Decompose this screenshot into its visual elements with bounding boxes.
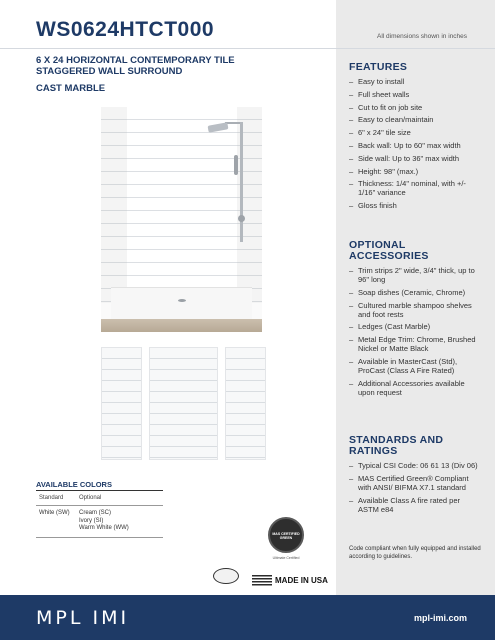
list-item: – Soap dishes (Ceramic, Chrome)	[349, 288, 479, 297]
list-item: – Side wall: Up to 36" max width	[349, 154, 479, 163]
product-material: CAST MARBLE	[36, 83, 106, 94]
list-item: – MAS Certified Green® Compliant with ANSI/ BIFMA X7.1 standard	[349, 474, 479, 492]
features-list	[349, 77, 479, 214]
shower-base	[111, 287, 252, 321]
list-item: – Cultured marble shampoo shelves and foot rests	[349, 301, 479, 319]
colors-table	[36, 490, 163, 538]
list-item: – Metal Edge Trim: Chrome, Brushed Nickel or Matte Black	[349, 335, 479, 353]
accessories-list	[349, 266, 479, 401]
header-standard: Standard	[39, 495, 64, 501]
handshower	[234, 155, 238, 175]
list-item: – Additional Accessories available upon request	[349, 379, 479, 397]
back-panel	[149, 347, 218, 460]
list-item: – Gloss finish	[349, 201, 479, 210]
list-item: – Cut to fit on job site	[349, 103, 479, 112]
list-item: – Easy to clean/maintain	[349, 115, 479, 124]
features-title: FEATURES	[349, 61, 408, 73]
model-number: WS0624HTCT000	[36, 18, 215, 41]
back-wall	[127, 107, 237, 287]
made-in-usa-label: MADE IN USA	[275, 576, 328, 585]
list-item: – Height: 98" (max.)	[349, 167, 479, 176]
footer	[0, 595, 495, 640]
slide-bar	[240, 122, 243, 242]
list-item: – Thickness: 1/4" nominal, with +/- 1/16" variance	[349, 179, 479, 197]
certification-badge-text: MAS CERTIFIED GREEN	[272, 532, 300, 540]
optional-colors	[79, 510, 163, 533]
header	[0, 0, 495, 49]
optional-color: Ivory (SI)	[79, 517, 104, 524]
optional-color: Cream (SC)	[79, 510, 112, 516]
valve-handle	[238, 215, 245, 222]
side-panel-left	[101, 347, 142, 460]
list-item: – 6" x 24" tile size	[349, 128, 479, 137]
website-link[interactable]: mpl-imi.com	[413, 613, 467, 623]
standards-list	[349, 461, 479, 517]
colors-table-header	[36, 491, 163, 506]
shower-surround-image	[101, 107, 262, 332]
certification-caption: Ultimate Certified	[272, 556, 300, 560]
wood-floor	[101, 319, 262, 332]
code-compliance-note: Code compliant when fully equipped and installed according to guidelines.	[349, 546, 481, 560]
left-side-wall	[101, 107, 127, 303]
dimensions-note: All dimensions shown in inches	[377, 33, 467, 40]
product-subtitle: 6 X 24 HORIZONTAL CONTEMPORARY TILE STAGGERED WALL SURROUND	[36, 55, 235, 77]
certification-badge-icon	[268, 517, 304, 553]
list-item: – Typical CSI Code: 06 61 13 (Div 06)	[349, 461, 479, 470]
list-item: – Ledges (Cast Marble)	[349, 322, 479, 331]
us-flag-icon	[252, 575, 272, 586]
drain	[178, 299, 186, 302]
standard-color: White (SW)	[39, 510, 70, 516]
standards-title: STANDARDS AND RATINGS	[349, 434, 444, 457]
list-item: – Available in MasterCast (Std), ProCast (Class A Fire Rated)	[349, 357, 479, 375]
optional-color: Warm White (WW)	[79, 525, 129, 531]
cultured-marble-logo-icon	[213, 568, 239, 584]
list-item: – Easy to install	[349, 77, 479, 86]
side-panel-right	[225, 347, 266, 460]
list-item: – Trim strips 2" wide, 3/4" thick, up to 96" long	[349, 266, 479, 284]
optional-accessories-title: OPTIONAL ACCESSORIES	[349, 239, 429, 262]
list-item: – Available Class A fire rated per ASTM e84	[349, 496, 479, 514]
brand-logo: MPL IMI	[36, 607, 130, 629]
table-row	[36, 506, 163, 537]
list-item: – Back wall: Up to 60" max width	[349, 141, 479, 150]
available-colors-title: AVAILABLE COLORS	[36, 480, 112, 489]
list-item: – Full sheet walls	[349, 90, 479, 99]
header-optional: Optional	[79, 495, 102, 501]
